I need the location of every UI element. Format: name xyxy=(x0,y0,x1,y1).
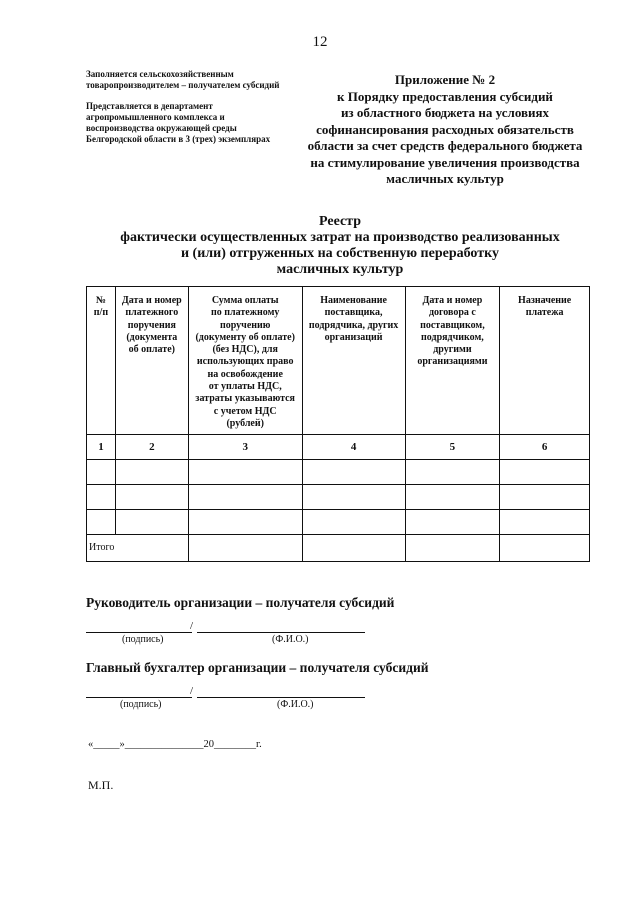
stamp-place-label: М.П. xyxy=(88,778,114,792)
expense-registry-table xyxy=(86,286,590,562)
header-cell-supplier-name: Наименование поставщика, подрядчика, других организаций xyxy=(302,287,405,435)
total-label: Итого xyxy=(87,535,189,562)
submission-instruction-note: Представляется в департамент агропромышленного комплекса и воспроизводства окружающей среды Белгородской области в 3 (трех) экземплярах xyxy=(86,101,271,144)
head-fio-label: (Ф.И.О.) xyxy=(272,634,309,645)
accountant-slash: / xyxy=(190,685,194,697)
table-row xyxy=(87,485,590,510)
date-field[interactable]: «_____»_______________20________г. xyxy=(88,739,262,750)
column-number-row: 1 2 3 4 5 6 xyxy=(87,435,590,460)
head-slash: / xyxy=(190,620,194,632)
head-signature-line[interactable] xyxy=(86,632,192,633)
header-cell-contract: Дата и номер договора с поставщиком, подрядчиком, другими организациями xyxy=(405,287,500,435)
total-row xyxy=(87,535,590,562)
head-fio-line[interactable] xyxy=(197,632,365,633)
head-signature-title: Руководитель организации – получателя субсидий xyxy=(86,595,395,610)
table-row xyxy=(87,460,590,485)
header-cell-number: № п/п xyxy=(87,287,116,435)
table-header-row xyxy=(87,287,590,435)
accountant-signature-line[interactable] xyxy=(86,697,192,698)
accountant-signature-label: (подпись) xyxy=(120,699,162,710)
table-row xyxy=(87,510,590,535)
fill-instruction-note: Заполняется сельскохозяйственным товаропроизводителем – получателем субсидий xyxy=(86,69,280,90)
accountant-fio-line[interactable] xyxy=(197,697,365,698)
accountant-fio-label: (Ф.И.О.) xyxy=(277,699,314,710)
accountant-signature-title: Главный бухгалтер организации – получателя субсидий xyxy=(86,660,429,675)
page-number: 12 xyxy=(312,34,328,50)
head-signature-label: (подпись) xyxy=(122,634,164,645)
header-cell-payment-order: Дата и номер платежного поручения (документа об оплате) xyxy=(115,287,188,435)
header-cell-payment-purpose: Назначение платежа xyxy=(500,287,590,435)
header-cell-payment-amount: Сумма оплаты по платежному поручению (документу об оплате) (без НДС), для использующих право на освобождение от уплаты НДС, затраты указываются с учетом НДС (рублей) xyxy=(188,287,302,435)
registry-title: Реестр фактически осуществленных затрат на производство реализованных и (или) отгруженных на собственную переработку масличных культур xyxy=(120,214,560,277)
appendix-heading: Приложение № 2 к Порядку предоставления субсидий из областного бюджета на условиях софинансирования расходных обязательств области за счет средств федерального бюджета на стимулирование увеличения производства масличных культур xyxy=(307,72,583,186)
